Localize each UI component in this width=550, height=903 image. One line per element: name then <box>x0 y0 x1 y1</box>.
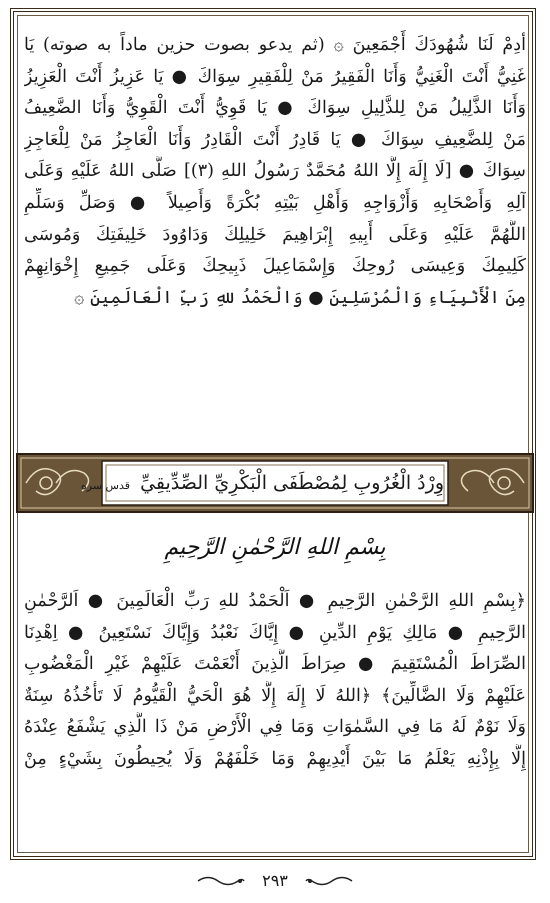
section-title <box>81 465 444 501</box>
flourish-right-icon <box>304 872 354 890</box>
honorific-text: قدس سره <box>81 479 131 492</box>
text-line: الرَّحِيمِ ● مَالِكِ يَوْمِ الدِّينِ ● إِيَّاكَ نَعْبُدُ وَإِيَّاكَ نَسْتَعِينُ ● اِهْدِنَا <box>24 622 526 643</box>
bottom-text-block <box>24 586 526 776</box>
text-line: ﴿بِسْمِ اللهِ الرَّحْمٰنِ الرَّحِيمِ ● اَلْحَمْدُ للهِ رَبِّ الْعَالَمِينَ ● اَلرَّحْمٰنِ <box>24 591 526 611</box>
text-line: سِوَاكَ ● [لَا إِلَهَ إِلَّا اللهُ مُحَمَّدٌ رَسُولُ اللهِ (٣)] صَلَّى اللهُ عَلَيْهِ وَعَلَى <box>24 161 526 182</box>
page-number: ٢٩٣ <box>262 871 288 890</box>
text-line: مِنَ الْأَنْبِيَاءِ وَالْمُرْسَلِينَ ● وَالْحَمْدُ للهِ رَبِّ الْعَالَمِينَ ۞ <box>74 287 526 308</box>
text-line: كَلِيمِكَ وَعِيسَى رُوحِكَ وَإِسْمَاعِيلَ ذَبِيحِكَ وَعَلَى جَمِيعِ إِخْوَانِهِمْ <box>24 256 526 277</box>
top-text-block <box>24 30 526 314</box>
text-line: إِلَّا بِإِذْنِهِ يَعْلَمُ مَا بَيْنَ أَيْدِيهِمْ وَمَا خَلْفَهُمْ وَلَا يُحِيطُونَ بِشَيْءٍ مِنْ <box>24 748 526 769</box>
text-line: غَنِيُّ أَنْتَ الْغَنِيُّ وَأَنَا الْفَقِيرُ مَنْ لِلْفَقِيرِ سِوَاكَ ● يَا عَزِيزُ أَنْتَ الْعَزِيزُ <box>24 66 526 87</box>
page-footer <box>0 866 550 896</box>
text-line: أدِمْ لَنَا شُهُودَكَ أَجْمَعِينَ ۞ (ثم يدعو بصوت حزين ماداً به صوته) يَا <box>24 35 526 55</box>
section-title-text: وِرْدُ الْغُرُوبِ لِمُصْطَفَى الْبَكْرِيِّ الصِّدِّيقِيِّ <box>140 472 444 494</box>
basmala-calligraphy: بِسْمِ اللهِ الرَّحْمٰنِ الرَّحِيمِ <box>164 535 386 560</box>
text-line: عَلَيْهِمْ وَلَا الضَّالِّينَ﴾ ﴿اللهُ لَا إِلَهَ إِلَّا هُوَ الْحَيُّ الْقَيُّومُ لَا تَأْخُذُهُ سِنَةٌ <box>24 685 526 706</box>
text-line: مَنْ لِلضَّعِيفِ سِوَاكَ ● يَا قَادِرُ أَنْتَ الْقَادِرُ وَأَنَا الْعَاجِزُ مَنْ لِلْعَاجِزِ <box>24 129 526 150</box>
text-line: وَلَا نَوْمٌ لَهُ مَا فِي السَّمٰوَاتِ وَمَا فِي الْأَرْضِ مَنْ ذَا الَّذِي يَشْفَعُ عِنْدَهُ <box>24 717 526 738</box>
text-line: آلِهِ وَأَصْحَابِهِ وَأَزْوَاجِهِ وَأَهْلِ بَيْتِهِ بُكْرَةً وَأَصِيلاً ● وَصَلِّ وَسَلِّمِ <box>24 192 526 213</box>
flourish-left-icon <box>196 872 246 890</box>
text-line: الصِّرَاطَ الْمُسْتَقِيمَ ● صِرَاطَ الَّذِينَ أَنْعَمْتَ عَلَيْهِمْ غَيْرِ الْمَغْضُوبِ <box>24 654 526 675</box>
section-banner <box>16 453 534 513</box>
text-line: اللَّهُمَّ عَلَيْهِ وَعَلَى أَبِيهِ إِبْرَاهِيمَ خَلِيلِكَ وَدَاوُودَ خَلِيفَتِكَ وَمُوسَى <box>24 224 526 245</box>
text-line: وَأَنَا الذَّلِيلُ مَنْ لِلذَّلِيلِ سِوَاكَ ● يَا قَوِيُّ أَنْتَ الْقَوِيُّ وَأَنَا الضَّعِيفُ <box>24 98 526 119</box>
